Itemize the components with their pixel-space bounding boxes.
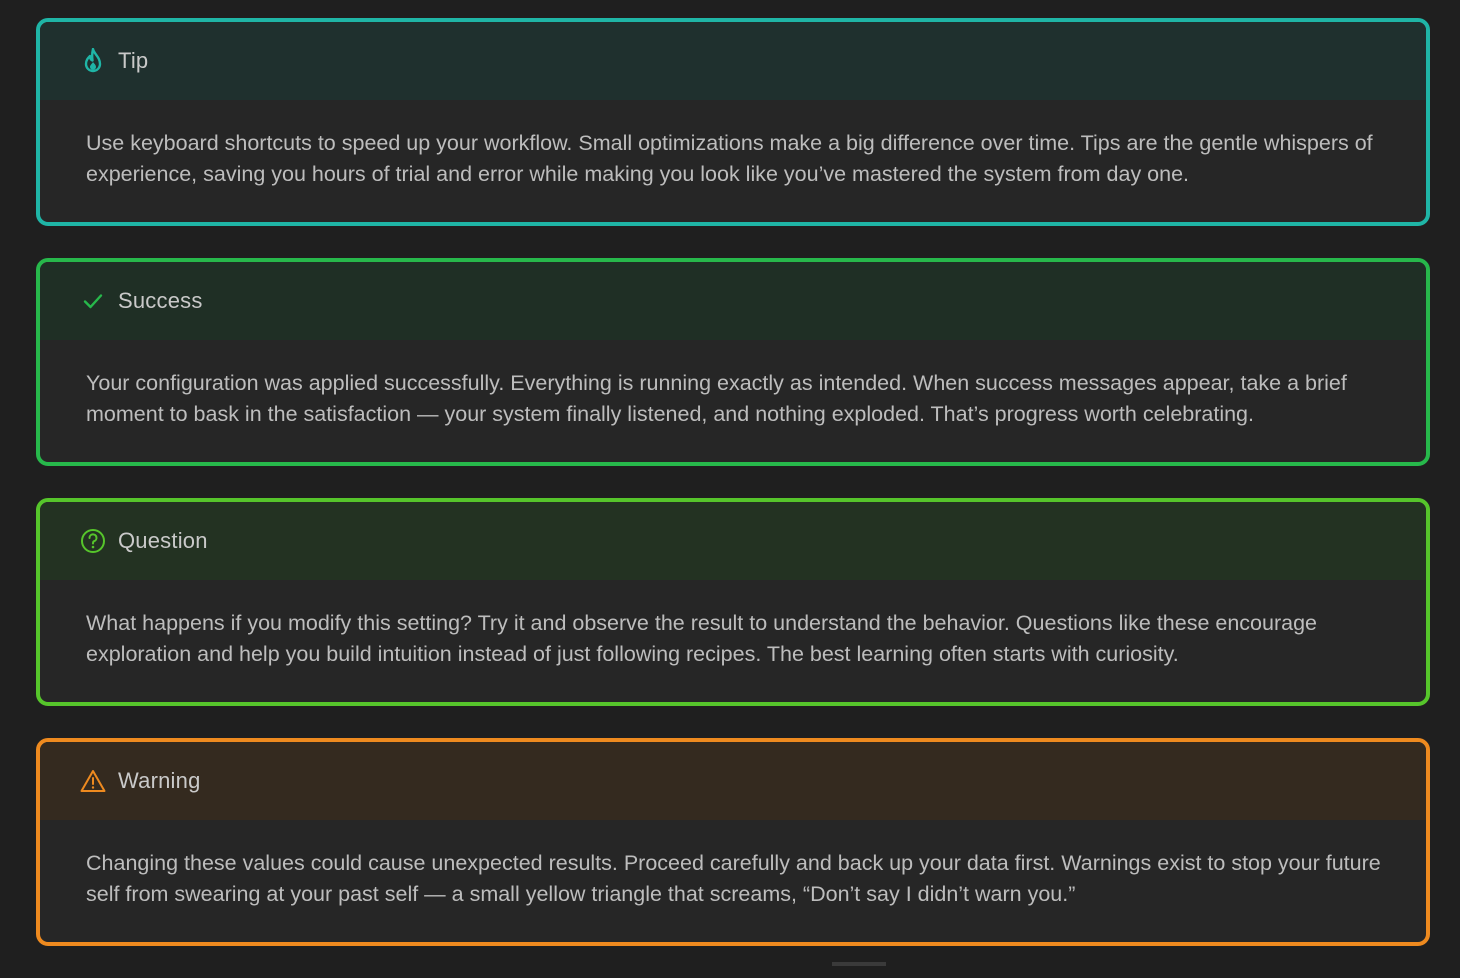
callout-warning-title: Warning	[118, 768, 201, 793]
callout-tip	[36, 18, 1430, 226]
callout-question	[36, 498, 1430, 706]
callout-question-title: Question	[118, 528, 208, 553]
callout-success	[36, 258, 1430, 466]
scroll-indicator	[832, 962, 886, 966]
flame-icon	[80, 48, 106, 74]
question-circle-icon	[80, 528, 106, 554]
callout-tip-title: Tip	[118, 48, 149, 73]
callout-tip-header	[40, 22, 1426, 100]
callout-warning-header	[40, 742, 1426, 820]
callout-warning-body: Changing these values could cause unexpected results. Proceed carefully and back up your data first. Warnings exist to stop your future self from swearing at your past self — a small yellow triangle that screams, “Don’t say I didn’t warn you.”	[86, 851, 1381, 906]
callout-warning	[36, 738, 1430, 946]
callout-question-header	[40, 502, 1426, 580]
checkmark-icon	[80, 288, 106, 314]
callout-question-body: What happens if you modify this setting? Try it and observe the result to understand the behavior. Questions like these encourage exploration and help you build intuition instead of just following recipes. The best learning often starts with curiosity.	[86, 611, 1318, 666]
warning-triangle-icon	[80, 768, 106, 794]
callout-tip-body: Use keyboard shortcuts to speed up your workflow. Small optimizations make a big difference over time. Tips are the gentle whispers of experience, saving you hours of trial and error while making you look like you’ve mastered the system from day one.	[86, 131, 1373, 186]
callout-success-title: Success	[118, 288, 203, 313]
callout-list	[36, 18, 1430, 978]
callout-success-body: Your configuration was applied successfully. Everything is running exactly as intended. When success messages appear, take a brief moment to bask in the satisfaction — your system finally listened, and nothing exploded. That’s progress worth celebrating.	[86, 371, 1347, 426]
callout-success-header	[40, 262, 1426, 340]
